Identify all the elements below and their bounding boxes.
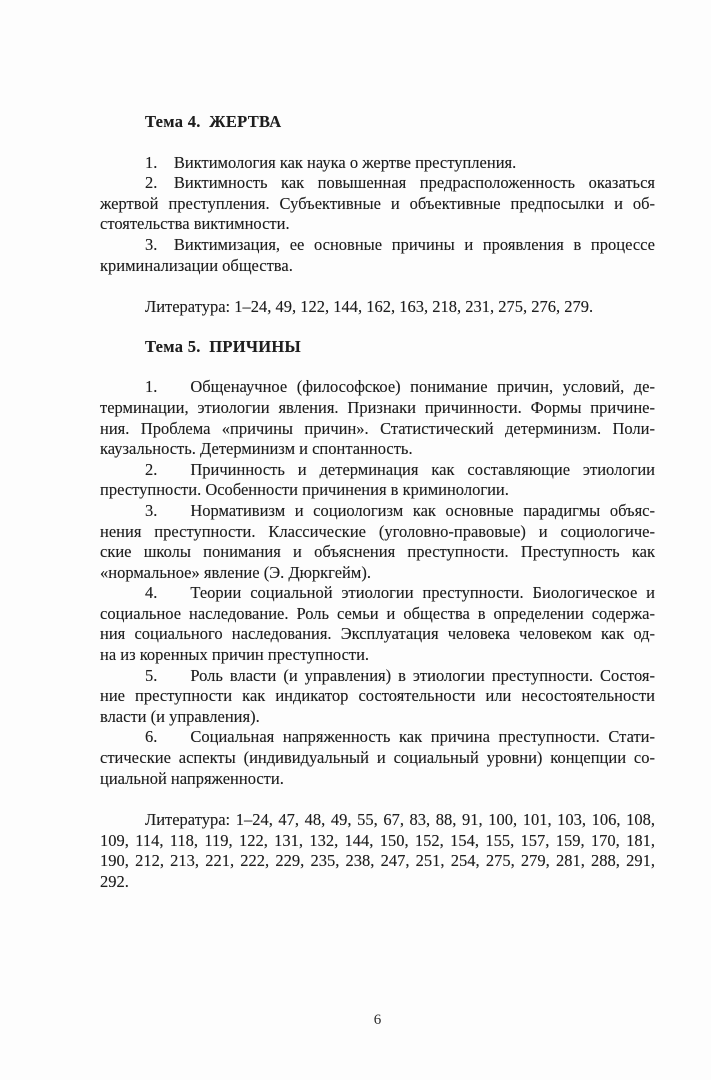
text-line: Литература: 1–24, 49, 122, 144, 162, 163, 218, 231, 275, 276, 279.: [145, 297, 594, 317]
literature-paragraph: [100, 810, 655, 892]
text-line: ния социального наследования. Эксплуатация человека человеком как од-: [100, 624, 655, 644]
text-line: стоятельства виктимности.: [100, 214, 290, 234]
text-line: каузальность. Детерминизм и спонтанность.: [100, 439, 413, 459]
text-line: 3. Виктимизация, ее основные причины и проявления в процессе: [145, 234, 655, 254]
page-number: 6: [373, 1012, 382, 1028]
text-line: 2. Причинность и детерминация как составляющие этиологии: [145, 459, 655, 479]
text-line: 1. Общенаучное (философское) понимание причин, условий, де-: [145, 377, 655, 397]
section-heading: Тема 5. ПРИЧИНЫ: [145, 336, 302, 356]
text-line: 4. Теории социальной этиологии преступности. Биологическое и: [145, 583, 655, 603]
text-line: на из коренных причин преступности.: [100, 645, 370, 665]
text-line: криминализации общества.: [100, 255, 293, 275]
text-line: терминации, этиологии явления. Признаки причинности. Формы причине-: [100, 397, 655, 417]
list-item-paragraph: [100, 377, 655, 459]
text-line: социальное наследование. Роль семьи и общества в определении содержа-: [100, 603, 655, 623]
text-line: Литература: 1–24, 47, 48, 49, 55, 67, 83, 88, 91, 100, 101, 103, 106, 108,: [145, 810, 655, 830]
text-line: 3. Нормативизм и социологизм как основные парадигмы объяс-: [145, 500, 655, 520]
list-item-paragraph: [100, 235, 655, 276]
text-line: циальной напряженности.: [100, 768, 284, 788]
list-item-paragraph: [100, 583, 655, 665]
text-line: 5. Роль власти (и управления) в этиологии преступности. Состоя-: [145, 665, 655, 685]
list-item-paragraph: [100, 173, 655, 235]
text-line: преступности. Особенности причинения в криминологии.: [100, 480, 509, 500]
text-line: жертвой преступления. Субъективные и объективные предпосылки и об-: [100, 193, 655, 213]
list-item-paragraph: [100, 153, 655, 174]
section-tema-2: [100, 337, 655, 893]
text-line: ские школы понимания и объяснения преступности. Преступность как: [100, 542, 655, 562]
text-line: власти (и управления).: [100, 706, 260, 726]
list-item-paragraph: [100, 460, 655, 501]
list-item-paragraph: [100, 501, 655, 583]
document-content: [100, 112, 655, 893]
text-line: ния. Проблема «причины причин». Статистический детерминизм. Поли-: [100, 418, 655, 438]
text-line: 6. Социальная напряженность как причина преступности. Стати-: [145, 727, 655, 747]
text-line: 292.: [100, 872, 129, 891]
section-heading: Тема 4. ЖЕРТВА: [145, 112, 282, 131]
list-item-paragraph: [100, 666, 655, 728]
section-tema-1: [100, 112, 655, 318]
text-line: 1. Виктимология как наука о жертве преступления.: [145, 152, 517, 172]
text-line: стические аспекты (индивидуальный и социальный уровни) концепции со-: [100, 748, 655, 768]
literature-paragraph: [100, 297, 655, 318]
text-line: 190, 212, 213, 221, 222, 229, 235, 238, 247, 251, 254, 275, 279, 281, 288, 291,: [100, 851, 655, 871]
text-line: «нормальное» явление (Э. Дюркгейм).: [100, 562, 371, 582]
text-line: 2. Виктимность как повышенная предрасположенность оказаться: [145, 173, 655, 193]
text-line: ние преступности как индикатор состоятельности или несостоятельности: [100, 686, 655, 706]
text-line: нения преступности. Классические (уголовно-правовые) и социологиче-: [100, 521, 655, 541]
text-line: 109, 114, 118, 119, 122, 131, 132, 144, 150, 152, 154, 155, 157, 159, 170, 181,: [100, 830, 655, 850]
list-item-paragraph: [100, 727, 655, 789]
